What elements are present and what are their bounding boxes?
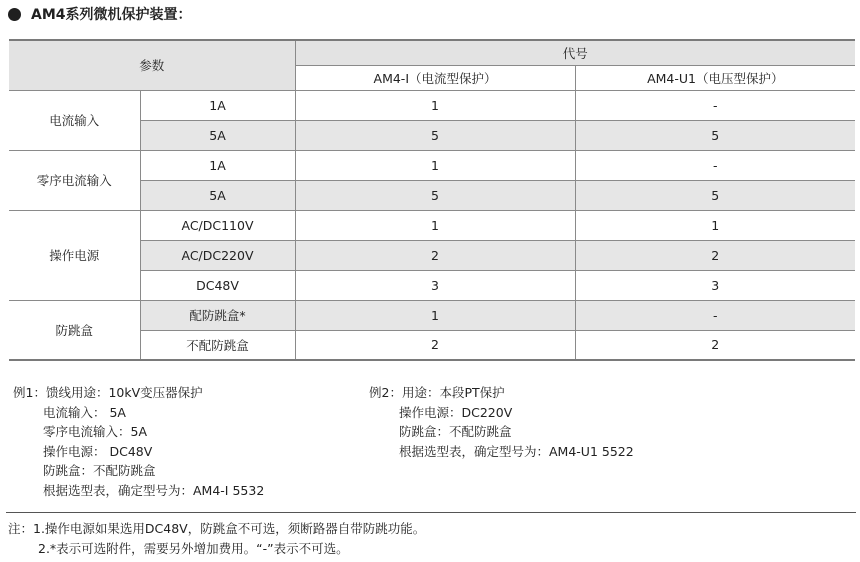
col1-header: AM4-I（电流型保护） [295, 65, 575, 90]
col2-header: AM4-U1（电压型保护） [575, 65, 855, 90]
param-header: 参数 [9, 40, 295, 90]
example-2-line: 防跳盒：不配防跳盒 [399, 424, 512, 439]
example-1-line: 零序电流输入：5A [43, 424, 148, 439]
group-label: 防跳盒 [9, 300, 140, 360]
group-label: 电流输入 [9, 90, 140, 150]
group-label: 零序电流输入 [9, 150, 140, 210]
example-1-heading: 例1：馈线用途：10kV变压器保护 [13, 385, 203, 400]
value-cell: 3 [575, 270, 855, 300]
example-1 [13, 383, 264, 500]
value-cell: 5 [575, 120, 855, 150]
note-1: 注：1.操作电源如果选用DC48V，防跳盒不可选，须断路器自带防跳功能。 [8, 521, 426, 536]
value-cell: 5 [295, 120, 575, 150]
example-2-line: 操作电源：DC220V [399, 404, 513, 420]
page-title: AM4系列微机保护装置： [31, 7, 192, 23]
value-cell: 2 [575, 330, 855, 360]
option-cell: 5A [140, 120, 295, 150]
value-cell: 2 [295, 330, 575, 360]
example-2 [369, 383, 634, 461]
value-cell: 1 [575, 210, 855, 240]
option-cell: 配防跳盒* [140, 300, 295, 330]
option-cell: 1A [140, 150, 295, 180]
group-label: 操作电源 [9, 210, 140, 300]
option-cell: DC48V [140, 270, 295, 300]
example-1-line: 电流输入： 5A [43, 404, 126, 420]
header-row [9, 40, 855, 65]
option-cell: 不配防跳盒 [140, 330, 295, 360]
value-cell: 5 [575, 180, 855, 210]
title-row [8, 4, 192, 24]
option-cell: 5A [140, 180, 295, 210]
value-cell: - [575, 150, 855, 180]
table-row [9, 300, 855, 330]
value-cell: 1 [295, 150, 575, 180]
code-header: 代号 [295, 40, 855, 65]
value-cell: 1 [295, 210, 575, 240]
option-cell: AC/DC220V [140, 240, 295, 270]
value-cell: 1 [295, 90, 575, 120]
table-row [9, 150, 855, 180]
selection-table [9, 39, 855, 361]
value-cell: 5 [295, 180, 575, 210]
note-2: 2.*表示可选附件，需要另外增加费用。“-”表示不可选。 [38, 540, 349, 556]
option-cell: AC/DC110V [140, 210, 295, 240]
value-cell: - [575, 300, 855, 330]
bullet-icon [8, 8, 21, 21]
value-cell: 3 [295, 270, 575, 300]
value-cell: 2 [295, 240, 575, 270]
value-cell: 2 [575, 240, 855, 270]
example-1-line: 防跳盒：不配防跳盒 [43, 463, 156, 478]
example-2-heading: 例2：用途：本段PT保护 [369, 385, 505, 400]
option-cell: 1A [140, 90, 295, 120]
table-row [9, 210, 855, 240]
value-cell: 1 [295, 300, 575, 330]
example-2-result: 根据选型表，确定型号为：AM4-U1 5522 [399, 443, 634, 459]
divider [6, 512, 856, 513]
notes-section [8, 519, 425, 558]
table-row [9, 90, 855, 120]
example-1-line: 操作电源： DC48V [43, 443, 153, 459]
example-1-result: 根据选型表，确定型号为：AM4-I 5532 [43, 482, 265, 498]
value-cell: - [575, 90, 855, 120]
